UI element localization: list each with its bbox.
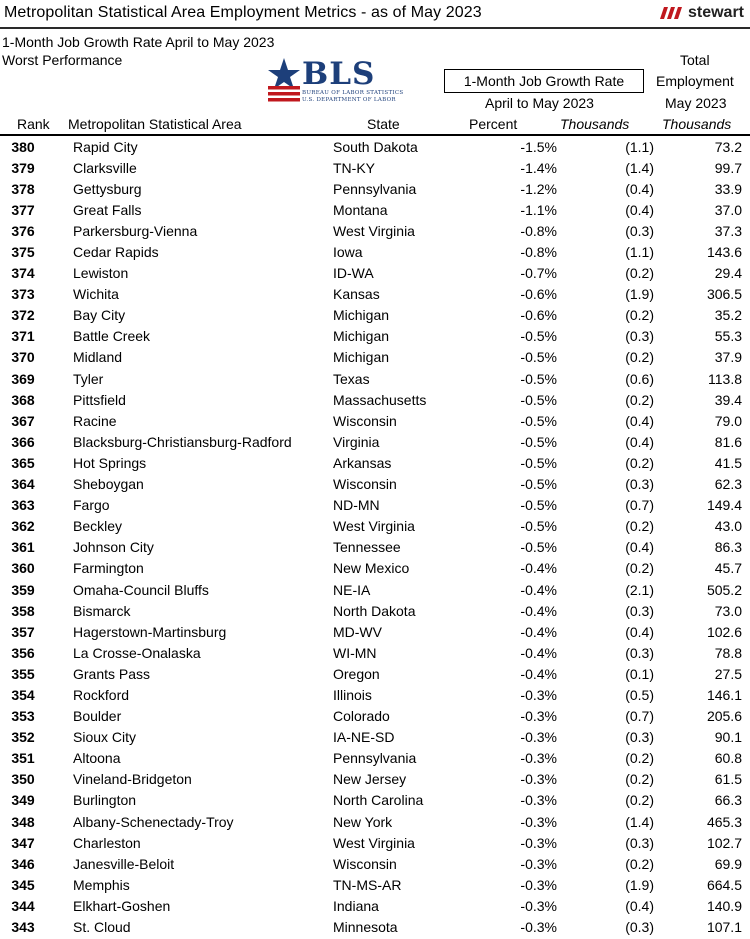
msa-cell: Battle Creek [73,328,151,345]
column-header-state: State [367,116,400,132]
msa-cell: Johnson City [73,539,154,556]
total-header-line2: Employment [656,73,734,89]
state-cell: Massachusetts [333,391,427,408]
percent-cell: -0.8% [520,222,557,239]
thousands-cell: (0.4) [625,623,654,640]
msa-cell: Burlington [73,792,137,809]
state-cell: Iowa [333,244,363,261]
percent-cell: -1.5% [520,138,557,155]
thousands-cell: (0.2) [625,349,654,366]
state-cell: Wisconsin [333,476,397,493]
table-row [0,579,750,600]
rank-cell: 352 [11,729,35,746]
employment-cell: 99.7 [714,159,742,176]
employment-cell: 102.7 [706,834,742,851]
table-row [0,452,750,473]
table-row [0,516,750,537]
thousands-cell: (0.2) [625,792,654,809]
table-row [0,558,750,579]
percent-cell: -0.5% [520,497,557,514]
employment-cell: 465.3 [706,813,742,830]
msa-cell: Omaha-Council Bluffs [73,581,209,598]
column-header-rank: Rank [17,116,50,132]
table-row [0,136,750,157]
thousands-cell: (1.9) [625,286,654,303]
state-cell: North Carolina [333,792,424,809]
msa-cell: Grants Pass [73,665,151,682]
msa-cell: Bay City [73,307,126,324]
thousands-cell: (0.2) [625,307,654,324]
state-cell: New Mexico [333,560,410,577]
percent-cell: -0.4% [520,581,557,598]
rank-cell: 344 [11,897,35,914]
thousands-cell: (0.1) [625,665,654,682]
table-row [0,410,750,431]
percent-cell: -0.3% [520,813,557,830]
table-row [0,706,750,727]
msa-cell: Hagerstown-Martinsburg [73,623,227,640]
employment-cell: 37.9 [714,349,742,366]
state-cell: Pennsylvania [333,750,417,767]
employment-cell: 66.3 [714,792,742,809]
rank-cell: 349 [11,792,35,809]
table-row [0,157,750,178]
percent-cell: -0.5% [520,349,557,366]
rank-cell: 373 [11,286,35,303]
employment-cell: 90.1 [714,729,742,746]
percent-cell: -0.3% [520,686,557,703]
total-header-line3: May 2023 [665,95,727,111]
state-cell: Kansas [333,286,380,303]
thousands-cell: (0.3) [625,834,654,851]
table-row [0,916,750,937]
column-header-percent: Percent [469,116,518,132]
thousands-cell: (0.2) [625,518,654,535]
table-row [0,748,750,769]
percent-cell: -0.3% [520,708,557,725]
msa-cell: Tyler [73,370,104,387]
thousands-cell: (2.1) [625,581,654,598]
bls-logo [266,56,404,108]
percent-cell: -0.5% [520,518,557,535]
state-cell: Wisconsin [333,412,397,429]
msa-cell: Rapid City [73,138,138,155]
msa-cell: Sheboygan [73,476,144,493]
msa-cell: Beckley [73,518,123,535]
msa-cell: Racine [73,412,117,429]
percent-cell: -0.3% [520,919,557,936]
thousands-cell: (0.4) [625,897,654,914]
rank-cell: 375 [11,244,35,261]
employment-cell: 45.7 [714,560,742,577]
rank-cell: 367 [11,412,35,429]
percent-cell: -1.1% [520,201,557,218]
state-cell: TN-KY [333,159,375,176]
table-row [0,178,750,199]
rank-cell: 370 [11,349,35,366]
rank-cell: 358 [11,602,35,619]
table-row [0,347,750,368]
percent-cell: -0.3% [520,792,557,809]
percent-cell: -1.4% [520,159,557,176]
table-row [0,895,750,916]
employment-cell: 61.5 [714,771,742,788]
msa-cell: Charleston [73,834,141,851]
employment-cell: 73.2 [714,138,742,155]
state-cell: MD-WV [333,623,382,640]
msa-cell: Parkersburg-Vienna [73,222,198,239]
total-header-line1: Total [680,52,710,68]
msa-cell: Bismarck [73,602,131,619]
bls-star-icon [266,56,302,102]
percent-cell: -0.3% [520,876,557,893]
rank-cell: 364 [11,476,35,493]
rank-cell: 377 [11,201,35,218]
rank-cell: 350 [11,771,35,788]
table-row [0,220,750,241]
table-row [0,368,750,389]
thousands-cell: (0.2) [625,560,654,577]
rank-cell: 346 [11,855,35,872]
stewart-wordmark: stewart [687,4,744,21]
state-cell: South Dakota [333,138,418,155]
column-header-thousands: Thousands [560,116,630,132]
msa-cell: Cedar Rapids [73,244,159,261]
state-cell: Arkansas [333,454,392,471]
state-cell: Oregon [333,665,380,682]
state-cell: Texas [333,370,370,387]
state-cell: West Virginia [333,518,415,535]
table-row [0,263,750,284]
employment-cell: 149.4 [706,497,742,514]
msa-cell: Fargo [73,497,110,514]
employment-cell: 27.5 [714,665,742,682]
thousands-cell: (0.4) [625,539,654,556]
table-row [0,431,750,452]
state-cell: Wisconsin [333,855,397,872]
msa-cell: Midland [73,349,123,366]
state-cell: Pennsylvania [333,180,417,197]
msa-cell: Great Falls [73,201,142,218]
thousands-cell: (0.7) [625,497,654,514]
column-header-employment-thousands: Thousands [662,116,732,132]
rank-cell: 343 [11,919,35,936]
subtitle-growth-rate: 1-Month Job Growth Rate April to May 2023 [2,34,275,50]
thousands-cell: (1.1) [625,244,654,261]
table-row [0,389,750,410]
percent-cell: -0.3% [520,771,557,788]
rank-cell: 353 [11,708,35,725]
percent-cell: -1.2% [520,180,557,197]
growth-rate-period-header: April to May 2023 [485,95,594,111]
state-cell: Michigan [333,349,390,366]
percent-cell: -0.5% [520,412,557,429]
state-cell: New York [333,813,393,830]
msa-cell: Elkhart-Goshen [73,897,171,914]
percent-cell: -0.5% [520,370,557,387]
thousands-cell: (0.4) [625,412,654,429]
table-row [0,284,750,305]
employment-cell: 29.4 [714,265,742,282]
employment-cell: 113.8 [708,370,742,387]
employment-cell: 37.3 [714,222,742,239]
employment-cell: 505.2 [706,581,742,598]
employment-cell: 43.0 [714,518,742,535]
employment-cell: 79.0 [714,412,742,429]
percent-cell: -0.3% [520,750,557,767]
bls-bureau-label: BUREAU OF LABOR STATISTICS [302,90,404,96]
thousands-cell: (0.2) [625,855,654,872]
state-cell: Indiana [333,897,379,914]
employment-cell: 62.3 [714,476,742,493]
rank-cell: 345 [11,876,35,893]
thousands-cell: (0.3) [625,919,654,936]
msa-cell: Lewiston [73,265,129,282]
table-row [0,790,750,811]
employment-cell: 33.9 [714,180,742,197]
msa-cell: Janesville-Beloit [73,855,175,872]
msa-table [0,136,750,938]
stewart-slash-icon [660,6,686,20]
msa-cell: Memphis [73,876,130,893]
subtitle-worst-performance: Worst Performance [2,52,123,68]
rank-cell: 378 [11,180,35,197]
thousands-cell: (0.3) [625,476,654,493]
thousands-cell: (0.2) [625,771,654,788]
employment-cell: 55.3 [714,328,742,345]
rank-cell: 376 [11,222,35,239]
msa-cell: Wichita [73,286,119,303]
rank-cell: 365 [11,454,35,471]
thousands-cell: (0.2) [625,391,654,408]
thousands-cell: (0.3) [625,328,654,345]
bls-wordmark: BLS [302,56,376,92]
percent-cell: -0.3% [520,897,557,914]
table-row [0,853,750,874]
employment-cell: 37.0 [714,201,742,218]
msa-cell: Sioux City [73,729,137,746]
rank-cell: 357 [11,623,35,640]
rank-cell: 356 [11,644,35,661]
employment-cell: 78.8 [714,644,742,661]
table-row [0,769,750,790]
msa-cell: Boulder [73,708,122,725]
employment-cell: 35.2 [714,307,742,324]
table-row [0,684,750,705]
table-row [0,600,750,621]
percent-cell: -0.5% [520,433,557,450]
msa-cell: Altoona [73,750,121,767]
msa-cell: Rockford [73,686,130,703]
table-row [0,474,750,495]
rank-cell: 362 [11,518,35,535]
column-header-msa: Metropolitan Statistical Area [68,116,242,132]
state-cell: Virginia [333,433,380,450]
employment-cell: 102.6 [706,623,742,640]
rank-cell: 380 [11,138,35,155]
employment-cell: 81.6 [714,433,742,450]
state-cell: New Jersey [333,771,407,788]
state-cell: Montana [333,201,388,218]
employment-cell: 86.3 [714,539,742,556]
employment-cell: 41.5 [714,454,742,471]
thousands-cell: (0.2) [625,454,654,471]
percent-cell: -0.4% [520,665,557,682]
stewart-logo [660,4,744,22]
rank-cell: 351 [11,750,35,767]
thousands-cell: (0.6) [625,370,654,387]
employment-cell: 73.0 [714,602,742,619]
state-cell: North Dakota [333,602,416,619]
growth-rate-group-header: 1-Month Job Growth Rate [444,69,644,93]
rank-cell: 374 [11,265,35,282]
percent-cell: -0.5% [520,476,557,493]
msa-cell: Albany-Schenectady-Troy [73,813,234,830]
state-cell: NE-IA [333,581,371,598]
percent-cell: -0.8% [520,244,557,261]
table-row [0,241,750,262]
state-cell: TN-MS-AR [333,876,402,893]
employment-cell: 140.9 [706,897,742,914]
rank-cell: 348 [11,813,35,830]
msa-cell: La Crosse-Onalaska [73,644,201,661]
table-row [0,727,750,748]
percent-cell: -0.5% [520,454,557,471]
state-cell: WI-MN [333,644,377,661]
employment-cell: 205.6 [706,708,742,725]
percent-cell: -0.4% [520,602,557,619]
employment-cell: 146.1 [706,686,742,703]
title-bar [0,0,750,29]
state-cell: West Virginia [333,834,415,851]
state-cell: Michigan [333,307,390,324]
msa-cell: Hot Springs [73,454,147,471]
rank-cell: 361 [11,539,35,556]
table-row [0,326,750,347]
thousands-cell: (0.5) [625,686,654,703]
page-title: Metropolitan Statistical Area Employment Metrics - as of May 2023 [4,4,482,21]
employment-cell: 69.9 [714,855,742,872]
thousands-cell: (0.7) [625,708,654,725]
rank-cell: 366 [11,433,35,450]
state-cell: IA-NE-SD [333,729,395,746]
table-row [0,305,750,326]
table-row [0,642,750,663]
msa-cell: Pittsfield [73,391,126,408]
thousands-cell: (1.1) [625,138,654,155]
table-row [0,495,750,516]
msa-cell: St. Cloud [73,919,131,936]
percent-cell: -0.4% [520,644,557,661]
rank-cell: 371 [11,328,35,345]
bls-department-label: U.S. DEPARTMENT OF LABOR [302,97,396,103]
thousands-cell: (1.4) [625,813,654,830]
msa-cell: Farmington [73,560,144,577]
state-cell: Colorado [333,708,390,725]
state-cell: Tennessee [333,539,401,556]
thousands-cell: (1.4) [625,159,654,176]
percent-cell: -0.3% [520,855,557,872]
state-cell: Michigan [333,328,390,345]
thousands-cell: (0.2) [625,750,654,767]
percent-cell: -0.3% [520,729,557,746]
employment-cell: 306.5 [706,286,742,303]
percent-cell: -0.5% [520,328,557,345]
rank-cell: 347 [11,834,35,851]
percent-cell: -0.3% [520,834,557,851]
percent-cell: -0.5% [520,391,557,408]
state-cell: Illinois [333,686,372,703]
percent-cell: -0.5% [520,539,557,556]
table-row [0,663,750,684]
rank-cell: 363 [11,497,35,514]
rank-cell: 354 [11,686,35,703]
rank-cell: 359 [11,581,35,598]
percent-cell: -0.7% [520,265,557,282]
table-row [0,537,750,558]
rank-cell: 379 [11,159,35,176]
percent-cell: -0.6% [520,307,557,324]
state-cell: Minnesota [333,919,398,936]
thousands-cell: (0.3) [625,729,654,746]
table-row [0,811,750,832]
rank-cell: 368 [11,391,35,408]
table-row [0,832,750,853]
employment-cell: 664.5 [706,876,742,893]
table-row [0,874,750,895]
rank-cell: 355 [11,665,35,682]
state-cell: ND-MN [333,497,380,514]
state-cell: West Virginia [333,222,415,239]
msa-cell: Vineland-Bridgeton [73,771,192,788]
percent-cell: -0.4% [520,560,557,577]
thousands-cell: (1.9) [625,876,654,893]
employment-cell: 39.4 [714,391,742,408]
percent-cell: -0.4% [520,623,557,640]
employment-cell: 60.8 [714,750,742,767]
rank-cell: 360 [11,560,35,577]
table-row [0,621,750,642]
thousands-cell: (0.3) [625,222,654,239]
percent-cell: -0.6% [520,286,557,303]
employment-cell: 107.1 [706,919,742,936]
thousands-cell: (0.2) [625,265,654,282]
msa-cell: Clarksville [73,159,137,176]
msa-cell: Gettysburg [73,180,142,197]
rank-cell: 372 [11,307,35,324]
employment-cell: 143.6 [706,244,742,261]
thousands-cell: (0.4) [625,433,654,450]
thousands-cell: (0.3) [625,602,654,619]
msa-cell: Blacksburg-Christiansburg-Radford [73,433,292,450]
thousands-cell: (0.4) [625,180,654,197]
thousands-cell: (0.3) [625,644,654,661]
thousands-cell: (0.4) [625,201,654,218]
table-row [0,199,750,220]
state-cell: ID-WA [333,265,374,282]
rank-cell: 369 [11,370,35,387]
